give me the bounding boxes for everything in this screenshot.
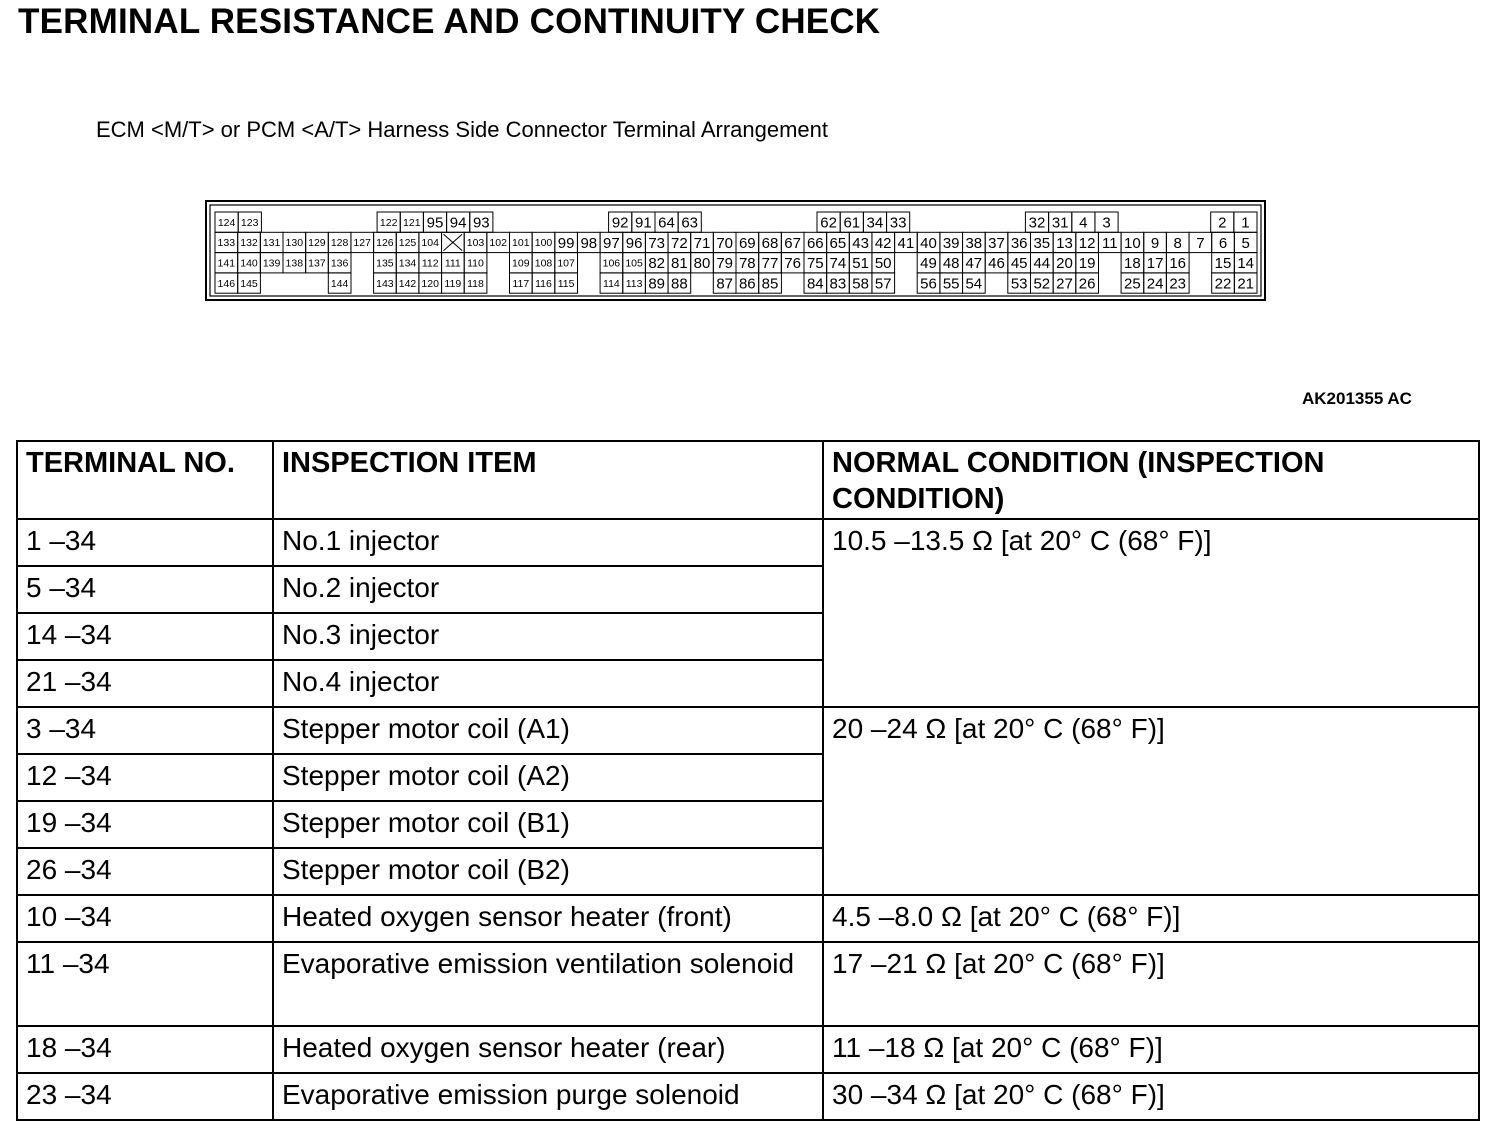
terminal-number: 103: [466, 237, 485, 250]
terminal-number: 63: [681, 214, 699, 232]
table-row: [17, 1073, 1479, 1120]
terminal-number: 71: [693, 234, 711, 252]
terminal-number: 132: [240, 237, 258, 250]
terminal-number: 72: [671, 234, 688, 252]
terminal-cell: 26 –34: [17, 848, 273, 895]
terminal-number: 93: [472, 214, 490, 232]
terminal-cell: 10 –34: [17, 895, 273, 942]
connector-caption: ECM <M/T> or PCM <A/T> Harness Side Connector Terminal Arrangement: [96, 117, 828, 142]
terminal-number: 36: [1010, 234, 1028, 252]
terminal-number: 19: [1078, 255, 1096, 273]
table-row: [17, 895, 1479, 942]
terminal-number: 8: [1173, 234, 1182, 252]
terminal-number: 22: [1214, 275, 1232, 293]
terminal-number: 66: [806, 234, 824, 252]
terminal-number: 137: [308, 257, 326, 270]
table-row: [17, 707, 1479, 754]
item-cell: Heated oxygen sensor heater (front): [273, 895, 823, 942]
item-cell: Evaporative emission ventilation solenoid: [273, 942, 823, 1026]
terminal-number: 111: [444, 257, 461, 270]
terminal-number: 64: [658, 214, 675, 232]
terminal-number: 129: [308, 237, 326, 250]
terminal-number: 136: [330, 257, 349, 270]
terminal-number: 3: [1102, 214, 1111, 232]
table-row: [17, 942, 1479, 1026]
terminal-number: 18: [1124, 255, 1141, 273]
terminal-number: 115: [557, 277, 575, 290]
terminal-number: 102: [489, 237, 507, 250]
terminal-number: 74: [829, 255, 847, 273]
condition-cell: 10.5 –13.5 Ω [at 20° C (68° F)]: [823, 519, 1479, 707]
terminal-number: 10: [1124, 234, 1141, 252]
terminal-number: 143: [376, 277, 394, 290]
item-cell: Heated oxygen sensor heater (rear): [273, 1026, 823, 1073]
terminal-number: 146: [217, 277, 236, 290]
terminal-number: 120: [421, 277, 439, 290]
terminal-cell: 5 –34: [17, 566, 273, 613]
terminal-number: 55: [942, 275, 960, 293]
terminal-number: 14: [1237, 255, 1255, 273]
terminal-number: 125: [398, 237, 417, 250]
terminal-number: 86: [738, 275, 756, 293]
terminal-number: 68: [761, 234, 779, 252]
terminal-cell: 14 –34: [17, 613, 273, 660]
table-row: [17, 519, 1479, 566]
terminal-number: 65: [829, 234, 847, 252]
terminal-number: 9: [1150, 234, 1160, 252]
terminal-number: 75: [806, 255, 824, 273]
terminal-number: 35: [1033, 234, 1051, 252]
terminal-number: 61: [843, 214, 861, 232]
condition-cell: 30 –34 Ω [at 20° C (68° F)]: [823, 1073, 1479, 1120]
terminal-number: 127: [353, 237, 371, 250]
terminal-number: 80: [693, 255, 711, 273]
terminal-number: 144: [330, 277, 349, 290]
table-header-row: [17, 441, 1479, 519]
terminal-number: 49: [920, 255, 937, 273]
terminal-number: 38: [965, 234, 983, 252]
terminal-cell: 1 –34: [17, 519, 273, 566]
terminal-number: 43: [852, 234, 869, 252]
terminal-number: 77: [761, 255, 779, 273]
terminal-number: 124: [217, 216, 236, 229]
terminal-number: 62: [820, 214, 837, 232]
terminal-number: 45: [1010, 255, 1028, 273]
terminal-number: 140: [240, 257, 258, 270]
terminal-number: 116: [535, 277, 552, 290]
terminal-number: 104: [421, 237, 439, 250]
terminal-number: 121: [403, 216, 421, 229]
item-cell: No.3 injector: [273, 613, 823, 660]
terminal-number: 113: [625, 277, 643, 290]
terminal-number: 128: [330, 237, 349, 250]
terminal-number: 7: [1196, 234, 1205, 252]
terminal-cell: 23 –34: [17, 1073, 273, 1120]
terminal-number: 73: [648, 234, 666, 252]
terminal-number: 42: [874, 234, 892, 252]
item-cell: Stepper motor coil (A1): [273, 707, 823, 754]
terminal-number: 56: [920, 275, 937, 293]
terminal-number: 119: [444, 277, 462, 290]
terminal-cell: 12 –34: [17, 754, 273, 801]
terminal-number: 27: [1056, 275, 1073, 293]
terminal-number: 78: [738, 255, 756, 273]
terminal-number: 95: [426, 214, 444, 232]
terminal-number: 134: [398, 257, 417, 270]
item-cell: No.1 injector: [273, 519, 823, 566]
terminal-number: 21: [1237, 275, 1255, 293]
header-inspection-item: INSPECTION ITEM: [273, 441, 823, 519]
terminal-number: 2: [1218, 214, 1227, 232]
terminal-number: 4: [1079, 214, 1088, 232]
terminal-cell: 19 –34: [17, 801, 273, 848]
terminal-number: 89: [648, 275, 666, 293]
terminal-number: 44: [1033, 255, 1051, 273]
terminal-number: 83: [829, 275, 847, 293]
terminal-number: 117: [512, 277, 530, 290]
condition-cell: 4.5 –8.0 Ω [at 20° C (68° F)]: [823, 895, 1479, 942]
terminal-number: 1: [1241, 214, 1250, 232]
header-terminal-no: TERMINAL NO.: [17, 441, 273, 519]
terminal-number: 79: [716, 255, 734, 273]
terminal-number: 100: [534, 237, 553, 250]
condition-cell: 20 –24 Ω [at 20° C (68° F)]: [823, 707, 1479, 895]
terminal-number: 105: [625, 257, 643, 270]
connector-diagram: [205, 200, 1267, 302]
header-normal-condition: NORMAL CONDITION (INSPECTION CONDITION): [823, 441, 1479, 519]
terminal-number: 70: [716, 234, 734, 252]
terminal-number: 97: [603, 234, 620, 252]
terminal-number: 51: [852, 255, 869, 273]
terminal-number: 138: [285, 257, 304, 270]
page-title: TERMINAL RESISTANCE AND CONTINUITY CHECK: [18, 2, 881, 41]
terminal-number: 110: [467, 257, 484, 270]
terminal-number: 57: [874, 275, 892, 293]
terminal-number: 46: [988, 255, 1005, 273]
item-cell: No.4 injector: [273, 660, 823, 707]
terminal-number: 126: [376, 237, 394, 250]
terminal-number: 106: [602, 257, 621, 270]
terminal-number: 130: [285, 237, 304, 250]
terminal-number: 40: [920, 234, 937, 252]
terminal-cell: 11 –34: [17, 942, 273, 1026]
terminal-number: 92: [611, 214, 629, 232]
terminal-number: 50: [874, 255, 892, 273]
terminal-number: 33: [889, 214, 907, 232]
terminal-number: 13: [1056, 234, 1073, 252]
item-cell: Stepper motor coil (B2): [273, 848, 823, 895]
terminal-number: 133: [217, 237, 236, 250]
terminal-number: 88: [671, 275, 688, 293]
terminal-number: 131: [262, 237, 281, 250]
terminal-number: 96: [625, 234, 643, 252]
terminal-number: 37: [988, 234, 1005, 252]
terminal-number: 76: [784, 255, 801, 273]
terminal-number: 109: [512, 257, 530, 270]
terminal-number: 85: [761, 275, 779, 293]
terminal-number: 67: [784, 234, 801, 252]
terminal-number: 58: [852, 275, 869, 293]
terminal-number: 41: [897, 234, 915, 252]
terminal-number: 5: [1241, 234, 1250, 252]
terminal-number: 32: [1028, 214, 1046, 232]
item-cell: Stepper motor coil (A2): [273, 754, 823, 801]
condition-cell: 17 –21 Ω [at 20° C (68° F)]: [823, 942, 1479, 1026]
item-cell: Stepper motor coil (B1): [273, 801, 823, 848]
terminal-number: 91: [635, 214, 652, 232]
terminal-number: 101: [512, 237, 530, 250]
terminal-number: 84: [806, 275, 824, 293]
terminal-number: 135: [376, 257, 394, 270]
terminal-number: 118: [467, 277, 484, 290]
terminal-number: 142: [398, 277, 417, 290]
terminal-number: 98: [580, 234, 598, 252]
terminal-number: 141: [217, 257, 236, 270]
terminal-number: 87: [716, 275, 734, 293]
item-cell: Evaporative emission purge solenoid: [273, 1073, 823, 1120]
terminal-number: 31: [1051, 214, 1069, 232]
terminal-number: 48: [942, 255, 960, 273]
terminal-cell: 18 –34: [17, 1026, 273, 1073]
terminal-number: 81: [671, 255, 688, 273]
terminal-number: 26: [1078, 275, 1096, 293]
terminal-number: 69: [738, 234, 756, 252]
terminal-number: 94: [449, 214, 467, 232]
terminal-number: 17: [1146, 255, 1164, 273]
terminal-number: 11: [1102, 234, 1118, 252]
terminal-number: 34: [866, 214, 884, 232]
terminal-number: 20: [1056, 255, 1073, 273]
terminal-number: 16: [1169, 255, 1187, 273]
terminal-number: 47: [965, 255, 983, 273]
terminal-number: 23: [1169, 275, 1187, 293]
table-row: [17, 1026, 1479, 1073]
terminal-number: 99: [557, 234, 575, 252]
inspection-table: [16, 440, 1480, 1121]
terminal-number: 53: [1010, 275, 1028, 293]
terminal-number: 6: [1218, 234, 1228, 252]
terminal-number: 54: [965, 275, 983, 293]
terminal-number: 122: [379, 216, 398, 229]
terminal-number: 82: [648, 255, 666, 273]
terminal-number: 15: [1214, 255, 1232, 273]
terminal-number: 39: [942, 234, 960, 252]
item-cell: No.2 injector: [273, 566, 823, 613]
terminal-number: 12: [1078, 234, 1096, 252]
terminal-number: 123: [240, 216, 259, 229]
terminal-number: 52: [1033, 275, 1051, 293]
condition-cell: 11 –18 Ω [at 20° C (68° F)]: [823, 1026, 1479, 1073]
terminal-number: 25: [1124, 275, 1141, 293]
terminal-number: 107: [557, 257, 575, 270]
terminal-cell: 21 –34: [17, 660, 273, 707]
terminal-cell: 3 –34: [17, 707, 273, 754]
terminal-number: 108: [534, 257, 553, 270]
terminal-number: 139: [262, 257, 281, 270]
terminal-number: 112: [421, 257, 439, 270]
terminal-number: 114: [603, 277, 620, 290]
figure-id: AK201355 AC: [1302, 389, 1412, 408]
terminal-number: 145: [240, 277, 258, 290]
terminal-number: 24: [1146, 275, 1164, 293]
